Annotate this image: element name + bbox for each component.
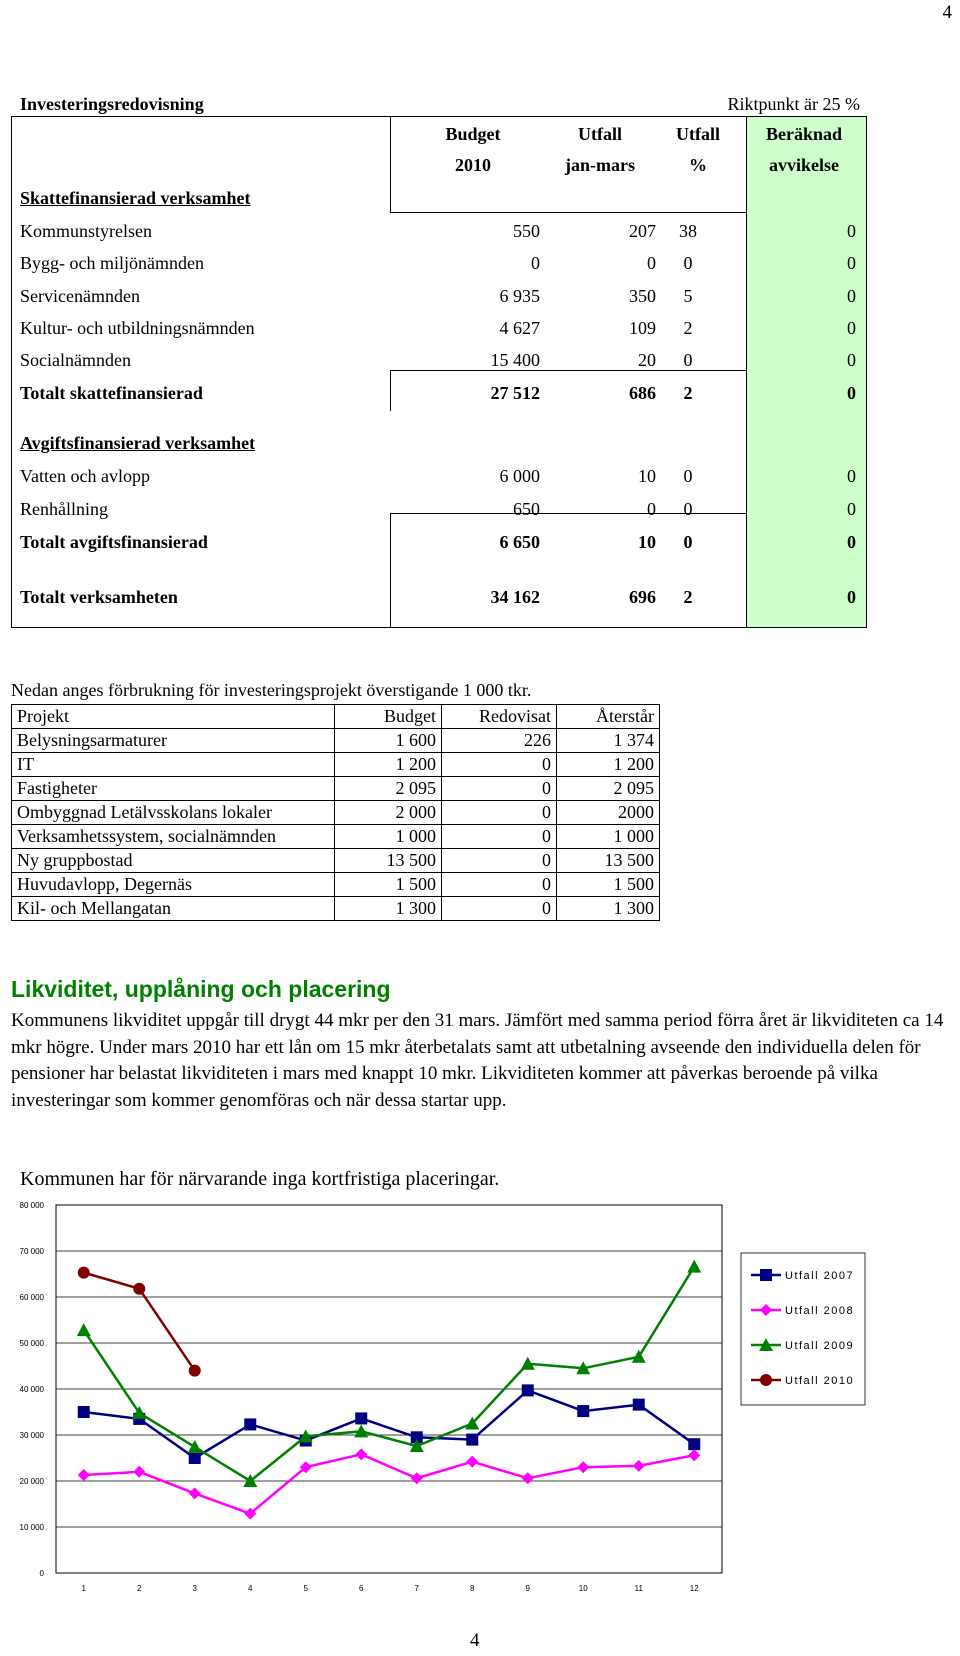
row-pct: 0: [683, 350, 693, 370]
tax-total-deviation: 0: [847, 383, 856, 403]
legend-label: Utfall 2008: [785, 1305, 855, 1317]
legend-label: Utfall 2009: [785, 1340, 855, 1352]
project-reported: 0: [442, 897, 557, 921]
x-tick-label: 5: [303, 1584, 308, 1593]
row-outcome: 350: [629, 286, 656, 306]
row-outcome: 207: [629, 221, 656, 241]
project-name: Belysningsarmaturer: [12, 729, 335, 753]
row-budget: 4 627: [499, 318, 540, 338]
x-tick-label: 10: [578, 1584, 588, 1593]
legend-label: Utfall 2007: [785, 1270, 855, 1282]
tax-total-outcome: 686: [629, 383, 656, 403]
row-name: Renhållning: [20, 499, 108, 519]
project-name: IT: [12, 753, 335, 777]
project-name: Verksamhetssystem, socialnämnden: [12, 825, 335, 849]
grand-total-name: Totalt verksamheten: [20, 587, 178, 607]
table-row: [12, 873, 660, 897]
row-name: Kultur- och utbildningsnämnden: [20, 318, 255, 338]
legend-marker: [760, 1269, 772, 1281]
liquidity-chart-svg: [0, 1195, 960, 1605]
x-tick-label: 3: [192, 1584, 197, 1593]
row-budget: 6 000: [499, 466, 540, 486]
row-deviation: 0: [847, 318, 856, 338]
project-reported: 0: [442, 801, 557, 825]
x-tick-label: 11: [634, 1584, 643, 1593]
data-point-utfall-2007: [189, 1452, 201, 1464]
row-pct: 2: [683, 318, 693, 338]
row-name: Socialnämnden: [20, 350, 131, 370]
x-tick-label: 9: [525, 1584, 530, 1593]
project-name: Kil- och Mellangatan: [12, 897, 335, 921]
row-budget: 650: [513, 499, 540, 519]
project-reported: 0: [442, 825, 557, 849]
grand-total-budget: 34 162: [490, 587, 540, 607]
header-outcome-pct-unit: %: [689, 155, 707, 175]
project-remaining: 1 000: [557, 825, 660, 849]
y-tick-label: 50 000: [19, 1339, 44, 1348]
project-budget: 1 200: [335, 753, 442, 777]
x-tick-label: 1: [81, 1584, 86, 1593]
row-outcome: 109: [629, 318, 656, 338]
project-reported: 226: [442, 729, 557, 753]
placement-note: Kommunen har för närvarande inga kortfristiga placeringar.: [20, 1168, 500, 1190]
project-budget: 1 500: [335, 873, 442, 897]
row-budget: 550: [513, 221, 540, 241]
table-row: [12, 825, 660, 849]
project-name: Ombyggnad Letälvsskolans lokaler: [12, 801, 335, 825]
data-point-utfall-2007: [577, 1405, 589, 1417]
row-deviation: 0: [847, 253, 856, 273]
table-row: [12, 897, 660, 921]
header-outcome-pct: Utfall: [676, 124, 720, 144]
header-deviation: Beräknad: [765, 124, 843, 144]
header-outcome-period: jan-mars: [565, 155, 635, 175]
table-row: [12, 753, 660, 777]
x-tick-label: 2: [137, 1584, 142, 1593]
row-deviation: 0: [847, 466, 856, 486]
data-point-utfall-2007: [522, 1384, 534, 1396]
tax-total-budget: 27 512: [490, 383, 540, 403]
tax-section-title: Skattefinansierad verksamhet: [20, 188, 251, 208]
page-number-bottom: 4: [470, 1630, 480, 1651]
row-budget: 6 935: [499, 286, 540, 306]
project-remaining: 1 500: [557, 873, 660, 897]
y-tick-label: 30 000: [19, 1431, 44, 1440]
project-remaining: 2000: [557, 801, 660, 825]
project-name: Fastigheter: [12, 777, 335, 801]
data-point-utfall-2007: [244, 1418, 256, 1430]
project-name: Ny gruppbostad: [12, 849, 335, 873]
x-tick-label: 7: [414, 1584, 419, 1593]
row-deviation: 0: [847, 499, 856, 519]
row-outcome: 0: [647, 499, 656, 519]
project-budget: 1 000: [335, 825, 442, 849]
y-tick-label: 20 000: [19, 1477, 44, 1486]
projects-intro: Nedan anges förbrukning för investeringsprojekt överstigande 1 000 tkr.: [11, 680, 532, 700]
data-point-utfall-2007: [633, 1399, 645, 1411]
page-number-top: 4: [942, 2, 952, 23]
header-remaining: Återstår: [557, 705, 660, 729]
y-tick-label: 40 000: [19, 1385, 44, 1394]
liquidity-paragraph: Kommunens likviditet uppgår till drygt 44 mkr per den 31 mars. Jämfört med samma period förra året är likviditeten ca 14 mkr högre. Under mars 2010 har ett lån om 15 mkr återbetalats samt att utbetalning avseende den individuella delen för pensioner har belastat likviditeten i mars med knappt 10 mkr. Likviditeten kommer att påverkas beroende på vilka investeringar som kommer genomföras och när dessa startar upp.: [11, 1010, 944, 1111]
header-project: Projekt: [12, 705, 335, 729]
project-budget: 2 000: [335, 801, 442, 825]
project-reported: 0: [442, 873, 557, 897]
row-name: Kommunstyrelsen: [20, 221, 152, 241]
fee-total-name: Totalt avgiftsfinansierad: [20, 532, 208, 552]
tax-total-name: Totalt skattefinansierad: [20, 383, 203, 403]
x-tick-label: 12: [689, 1584, 699, 1593]
liquidity-chart: [0, 1195, 960, 1605]
fee-total-deviation: 0: [847, 532, 856, 552]
row-pct: 0: [683, 499, 693, 519]
project-budget: 13 500: [335, 849, 442, 873]
table-header-row: [12, 705, 660, 729]
data-point-utfall-2010: [78, 1267, 90, 1279]
project-remaining: 1 374: [557, 729, 660, 753]
row-deviation: 0: [847, 286, 856, 306]
header-deviation-sub: avvikelse: [769, 155, 839, 175]
header-budget-year: 2010: [455, 155, 491, 175]
x-tick-label: 8: [470, 1584, 475, 1593]
table-row: [12, 729, 660, 753]
data-point-utfall-2010: [133, 1283, 145, 1295]
y-tick-label: 70 000: [19, 1247, 44, 1256]
header-budget: Budget: [445, 124, 501, 144]
project-remaining: 1 300: [557, 897, 660, 921]
investment-title: Investeringsredovisning: [20, 94, 204, 114]
table-row: [12, 801, 660, 825]
row-outcome: 10: [638, 466, 656, 486]
grand-total-pct: 2: [683, 587, 693, 607]
row-pct: 5: [683, 286, 693, 306]
y-tick-label: 0: [39, 1569, 44, 1578]
tax-total-pct: 2: [683, 383, 693, 403]
row-outcome: 0: [647, 253, 656, 273]
header-outcome: Utfall: [578, 124, 622, 144]
legend-marker: [760, 1374, 772, 1386]
fee-total-budget: 6 650: [499, 532, 540, 552]
legend-label: Utfall 2010: [785, 1375, 855, 1387]
header-budget: Budget: [335, 705, 442, 729]
data-point-utfall-2007: [355, 1412, 367, 1424]
row-name: Servicenämnden: [20, 286, 140, 306]
row-budget: 15 400: [490, 350, 540, 370]
fee-total-pct: 0: [683, 532, 693, 552]
row-outcome: 20: [638, 350, 656, 370]
data-point-utfall-2007: [466, 1434, 478, 1446]
project-name: Huvudavlopp, Degernäs: [12, 873, 335, 897]
liquidity-heading: Likviditet, upplåning och placering: [11, 976, 391, 1002]
row-deviation: 0: [847, 221, 856, 241]
grand-total-outcome: 696: [629, 587, 656, 607]
project-budget: 2 095: [335, 777, 442, 801]
x-tick-label: 4: [248, 1584, 253, 1593]
y-tick-label: 80 000: [19, 1201, 44, 1210]
table-row: [12, 849, 660, 873]
x-tick-label: 6: [359, 1584, 364, 1593]
y-tick-label: 60 000: [19, 1293, 44, 1302]
project-remaining: 13 500: [557, 849, 660, 873]
row-deviation: 0: [847, 350, 856, 370]
table-row: [12, 777, 660, 801]
y-tick-label: 10 000: [19, 1523, 44, 1532]
row-name: Vatten och avlopp: [20, 466, 150, 486]
project-reported: 0: [442, 849, 557, 873]
target-note: Riktpunkt är 25 %: [727, 94, 860, 114]
data-point-utfall-2007: [78, 1406, 90, 1418]
row-budget: 0: [531, 253, 540, 273]
row-name: Bygg- och miljönämnden: [20, 253, 204, 273]
project-remaining: 1 200: [557, 753, 660, 777]
project-budget: 1 600: [335, 729, 442, 753]
data-point-utfall-2010: [189, 1365, 201, 1377]
data-point-utfall-2007: [688, 1438, 700, 1450]
projects-table: [11, 704, 660, 921]
fee-section-title: Avgiftsfinansierad verksamhet: [20, 433, 256, 453]
row-pct: 0: [683, 253, 693, 273]
project-reported: 0: [442, 777, 557, 801]
project-reported: 0: [442, 753, 557, 777]
project-remaining: 2 095: [557, 777, 660, 801]
project-budget: 1 300: [335, 897, 442, 921]
fee-total-outcome: 10: [638, 532, 656, 552]
row-pct: 0: [683, 466, 693, 486]
row-pct: 38: [679, 221, 697, 241]
grand-total-deviation: 0: [847, 587, 856, 607]
header-reported: Redovisat: [442, 705, 557, 729]
